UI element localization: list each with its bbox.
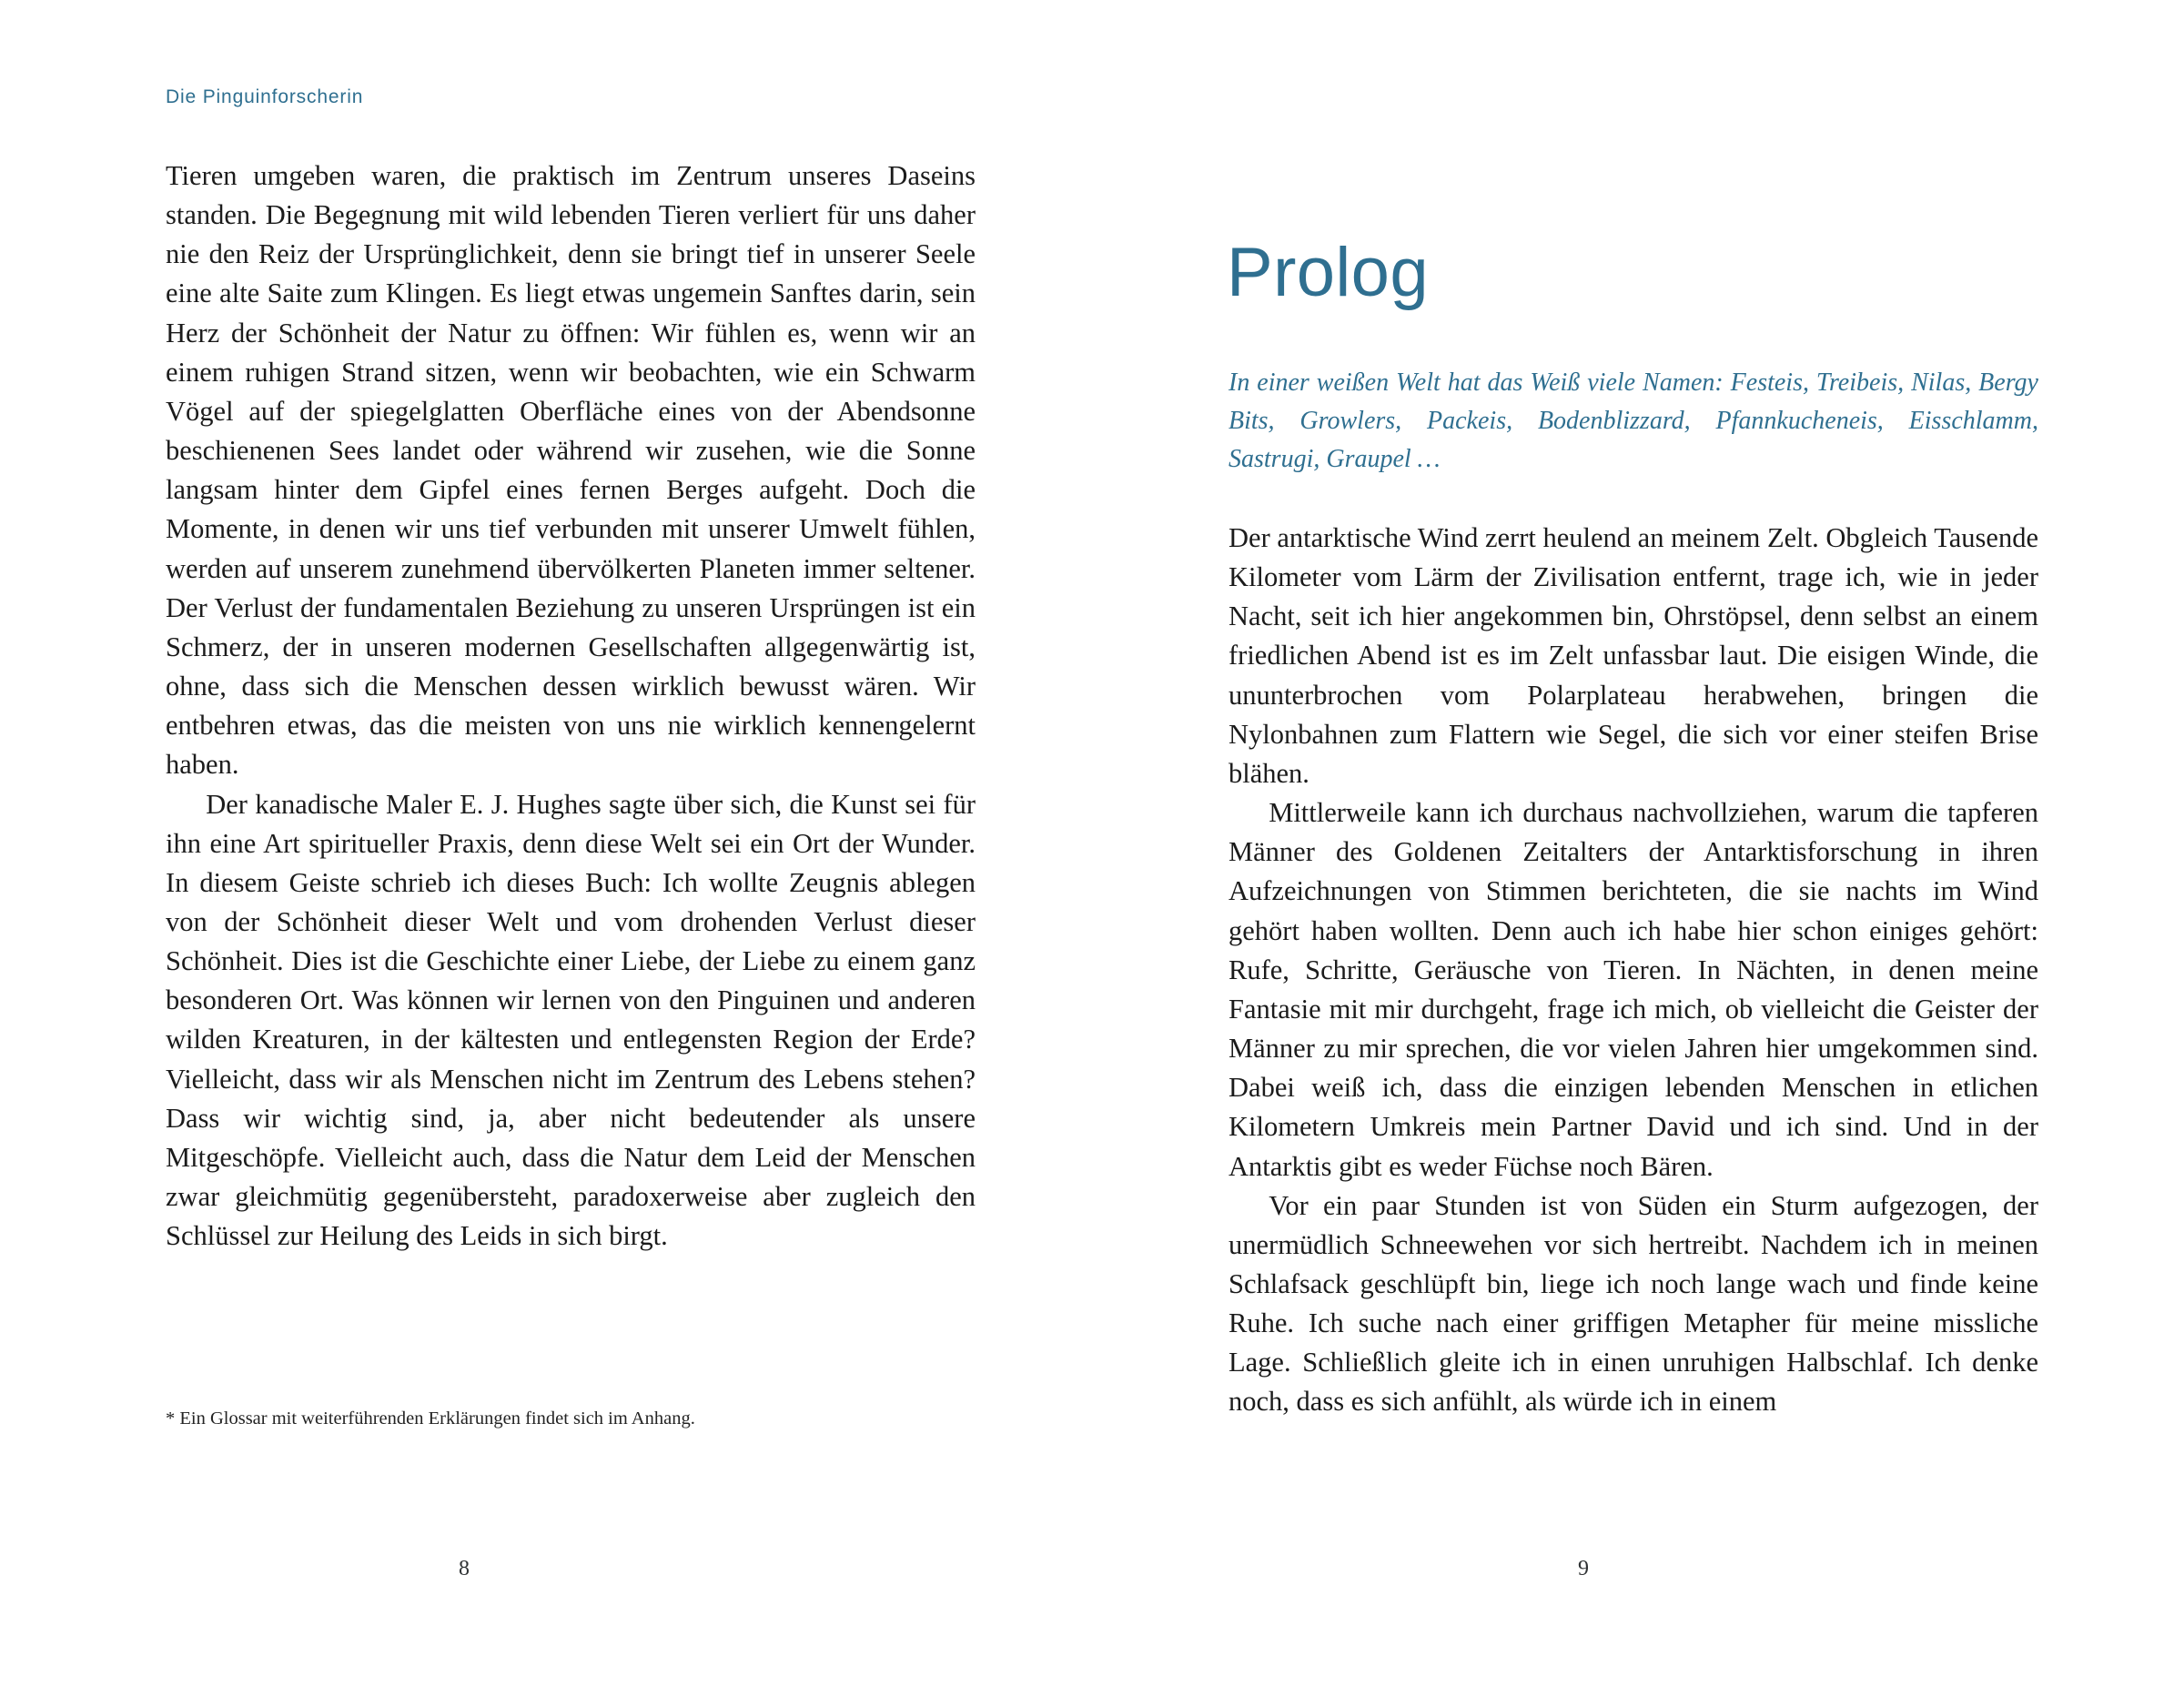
page-number: 9	[1578, 1557, 1589, 1580]
epigraph: In einer weißen Welt hat das Weiß viele Namen: Festeis, Treibeis, Nilas, Bergy Bits, Growlers, Packeis, Bodenblizzard, Pfannkucheneis, Eisschlamm, Sastrugi, Graupel …	[1228, 368, 2038, 473]
right-page-body	[1228, 519, 2038, 1422]
footnote: * Ein Glossar mit weiterführenden Erklärungen findet sich im Anhang.	[166, 1408, 695, 1429]
right-page	[1092, 0, 2184, 1686]
paragraph: Der kanadische Maler E. J. Hughes sagte über sich, die Kunst sei für ihn eine Art spiritueller Praxis, denn diese Welt sei ein Ort der Wunder. In diesem Geiste schrieb ich dieses Buch: Ich wollte Zeugnis ablegen von der Schönheit dieser Welt und vom drohenden Verlust dieser Schönheit. Dies ist die Geschichte einer Liebe, der Liebe zu einem ganz besonderen Ort. Was können wir lernen von den Pinguinen und anderen wilden Kreaturen, in der kältesten und entlegensten Region der Erde? Vielleicht, dass wir als Menschen nicht im Zentrum des Lebens stehen? Dass wir wichtig sind, ja, aber nicht bedeutender als unsere Mitgeschöpfe. Vielleicht auch, dass die Natur dem Leid der Menschen zwar gleichmütig gegenübersteht, paradoxerweise aber zugleich den Schlüssel zur Heilung des Leids in sich birgt.	[166, 788, 976, 1252]
paragraph: Vor ein paar Stunden ist von Süden ein Sturm aufgezogen, der unermüdlich Schneewehen vor sich hertreibt. Nachdem ich in meinen Schlafsack geschlüpft bin, liege ich noch lange wach und finde keine Ruhe. Ich suche nach einer griffigen Metapher für meine missliche Lage. Schließlich gleite ich in einen unruhigen Halbschlaf. Ich denke noch, dass es sich anfühlt, als würde ich in einem	[1228, 1189, 2038, 1418]
chapter-title: Prolog	[1227, 233, 1429, 311]
paragraph: Mittlerweile kann ich durchaus nachvollziehen, warum die tapferen Männer des Goldenen Zeitalters der Antarktisforschung in ihren Aufzeichnungen von Stimmen berichteten, die sie nachts im Wind gehört haben wollten. Denn auch ich habe hier schon einiges gehört: Rufe, Schritte, Geräusche von Tieren. In Nächten, in denen meine Fantasie mit mir durchgeht, frage ich mich, ob vielleicht die Geister der Männer zu mir sprechen, die vor vielen Jahren hier umgekommen sind. Dabei weiß ich, dass die einzigen lebenden Menschen in etlichen Kilometern Umkreis mein Partner David und ich sind. Und in der Antarktis gibt es weder Füchse noch Bären.	[1228, 797, 2038, 1182]
page-number: 8	[459, 1557, 470, 1580]
paragraph: Der antarktische Wind zerrt heulend an meinem Zelt. Obgleich Tausende Kilometer vom Lärm der Zivilisation entfernt, trage ich, wie in jeder Nacht, seit ich hier angekommen bin, Ohrstöpsel, denn selbst an einem friedlichen Abend ist es im Zelt unfassbar laut. Die eisigen Winde, die ununterbrochen vom Polarplateau herabwehen, bringen die Nylonbahnen zum Flattern wie Segel, die sich vor einer steifen Brise blähen.	[1228, 522, 2038, 789]
left-page-body	[166, 156, 976, 1256]
paragraph: Tieren umgeben waren, die praktisch im Zentrum unseres Daseins standen. Die Begegnung mit wild lebenden Tieren verliert für uns daher nie den Reiz der Ursprünglichkeit, denn sie bringt tief in unserer Seele eine alte Saite zum Klingen. Es liegt etwas ungemein Sanftes darin, sein Herz der Schönheit der Natur zu öffnen: Wir fühlen es, wenn wir an einem ruhigen Strand sitzen, wenn wir beobachten, wie ein Schwarm Vögel auf der spiegelglatten Oberfläche eines von der Abendsonne beschienenen Sees landet oder während wir zusehen, wie die Sonne langsam hinter dem Gipfel eines fernen Berges aufgeht. Doch die Momente, in denen wir uns tief verbunden mit unserer Umwelt fühlen, werden auf unserem zunehmend übervölkerten Planeten immer seltener. Der Verlust der fundamentalen Beziehung zu unseren Ursprüngen ist ein Schmerz, der in unseren modernen Gesellschaften allgegenwärtig ist, ohne, dass sich die Menschen dessen wirklich bewusst wären. Wir entbehren etwas, das die meisten von uns nie wirklich kennengelernt haben.	[166, 160, 976, 781]
running-head: Die Pinguinforscherin	[166, 86, 364, 107]
